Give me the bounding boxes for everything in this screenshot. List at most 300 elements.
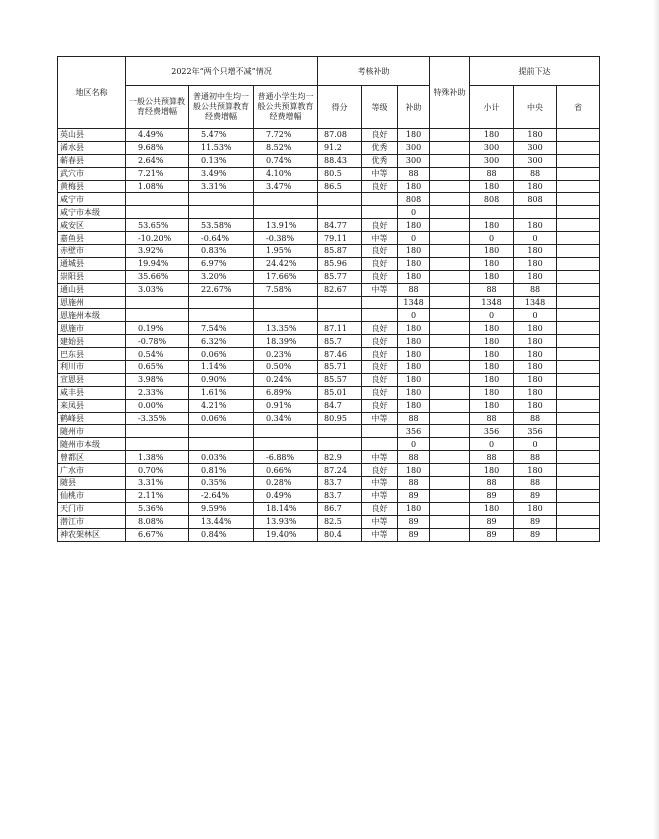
region-cell: 咸丰县 <box>58 386 126 399</box>
grade-cell <box>362 438 398 451</box>
central-cell: 808 <box>514 193 557 206</box>
score-cell: 80.4 <box>318 528 362 541</box>
score-cell: 80.95 <box>318 412 362 425</box>
primary-per-student-increase-cell: 0.74% <box>254 154 318 167</box>
table-row <box>58 206 600 219</box>
subsidy-cell: 88 <box>398 167 430 180</box>
general-budget-increase-cell: -3.35% <box>126 412 189 425</box>
grade-cell: 良好 <box>362 464 398 477</box>
central-cell: 180 <box>514 348 557 361</box>
general-budget-increase-cell: 1.38% <box>126 451 189 464</box>
table-row <box>58 219 600 232</box>
general-budget-increase-cell <box>126 206 189 219</box>
subsidy-cell: 180 <box>398 219 430 232</box>
province-cell <box>557 245 600 258</box>
score-cell <box>318 296 362 309</box>
region-cell: 神农架林区 <box>58 528 126 541</box>
general-budget-increase-cell: 3.03% <box>126 283 189 296</box>
subtotal-cell: 180 <box>470 502 514 515</box>
subsidy-cell: 88 <box>398 283 430 296</box>
general-budget-increase-cell: 3.31% <box>126 477 189 490</box>
special-subsidy-cell <box>430 270 470 283</box>
province-cell <box>557 270 600 283</box>
junior-per-student-increase-cell: 3.31% <box>189 180 254 193</box>
primary-per-student-increase-cell <box>254 438 318 451</box>
special-subsidy-cell <box>430 245 470 258</box>
general-budget-increase-cell: 7.21% <box>126 167 189 180</box>
special-subsidy-cell <box>430 167 470 180</box>
general-budget-increase-cell <box>126 193 189 206</box>
region-cell: 嘉鱼县 <box>58 232 126 245</box>
primary-per-student-increase-cell: 3.47% <box>254 180 318 193</box>
province-cell <box>557 451 600 464</box>
general-budget-increase-cell: 0.00% <box>126 399 189 412</box>
primary-per-student-increase-cell: 0.49% <box>254 489 318 502</box>
special-subsidy-cell <box>430 477 470 490</box>
table-row <box>58 477 600 490</box>
subsidy-cell: 180 <box>398 361 430 374</box>
subtotal-cell: 356 <box>470 425 514 438</box>
table-row <box>58 296 600 309</box>
special-subsidy-cell <box>430 296 470 309</box>
subtotal-cell: 89 <box>470 515 514 528</box>
primary-per-student-increase-cell: 0.28% <box>254 477 318 490</box>
special-subsidy-cell <box>430 386 470 399</box>
special-subsidy-cell <box>430 425 470 438</box>
special-subsidy-cell <box>430 373 470 386</box>
subsidy-cell: 0 <box>398 206 430 219</box>
subsidy-cell: 180 <box>398 399 430 412</box>
central-cell: 356 <box>514 425 557 438</box>
province-cell <box>557 399 600 412</box>
grade-cell: 中等 <box>362 412 398 425</box>
region-cell: 通山县 <box>58 283 126 296</box>
subtotal-cell: 180 <box>470 335 514 348</box>
primary-per-student-increase-cell: 1.95% <box>254 245 318 258</box>
table-row <box>58 245 600 258</box>
general-budget-increase-cell: 1.08% <box>126 180 189 193</box>
table-row <box>58 154 600 167</box>
special-subsidy-cell <box>430 141 470 154</box>
table-row <box>58 270 600 283</box>
grade-cell: 良好 <box>362 245 398 258</box>
primary-per-student-increase-cell: 0.23% <box>254 348 318 361</box>
region-cell: 恩施州本级 <box>58 309 126 322</box>
general-budget-increase-cell: 8.08% <box>126 515 189 528</box>
general-budget-increase-cell: 4.49% <box>126 129 189 142</box>
header-province: 省 <box>557 86 600 129</box>
table-row <box>58 528 600 541</box>
subsidy-cell: 180 <box>398 502 430 515</box>
subtotal-cell: 180 <box>470 386 514 399</box>
grade-cell: 良好 <box>362 257 398 270</box>
grade-cell: 良好 <box>362 361 398 374</box>
province-cell <box>557 373 600 386</box>
general-budget-increase-cell: 0.65% <box>126 361 189 374</box>
subsidy-cell: 300 <box>398 154 430 167</box>
junior-per-student-increase-cell: 3.20% <box>189 270 254 283</box>
primary-per-student-increase-cell: 0.50% <box>254 361 318 374</box>
junior-per-student-increase-cell: 0.35% <box>189 477 254 490</box>
region-cell: 恩施州 <box>58 296 126 309</box>
subtotal-cell: 180 <box>470 219 514 232</box>
subsidy-cell: 88 <box>398 477 430 490</box>
primary-per-student-increase-cell: 24.42% <box>254 257 318 270</box>
table-row <box>58 193 600 206</box>
general-budget-increase-cell: -10.20% <box>126 232 189 245</box>
central-cell: 89 <box>514 515 557 528</box>
province-cell <box>557 193 600 206</box>
subsidy-cell: 180 <box>398 373 430 386</box>
junior-per-student-increase-cell: 0.84% <box>189 528 254 541</box>
subtotal-cell: 180 <box>470 129 514 142</box>
subsidy-cell: 180 <box>398 335 430 348</box>
header-region: 地区名称 <box>58 57 126 129</box>
primary-per-student-increase-cell: 7.58% <box>254 283 318 296</box>
region-cell: 随县 <box>58 477 126 490</box>
special-subsidy-cell <box>430 515 470 528</box>
table-row <box>58 283 600 296</box>
junior-per-student-increase-cell <box>189 438 254 451</box>
table-row <box>58 167 600 180</box>
region-cell: 仙桃市 <box>58 489 126 502</box>
region-cell: 曾都区 <box>58 451 126 464</box>
central-cell: 89 <box>514 489 557 502</box>
junior-per-student-increase-cell: 22.67% <box>189 283 254 296</box>
subsidy-cell: 1348 <box>398 296 430 309</box>
region-cell: 崇阳县 <box>58 270 126 283</box>
general-budget-increase-cell: 53.65% <box>126 219 189 232</box>
special-subsidy-cell <box>430 502 470 515</box>
primary-per-student-increase-cell: -6.88% <box>254 451 318 464</box>
province-cell <box>557 129 600 142</box>
subtotal-cell: 180 <box>470 245 514 258</box>
province-cell <box>557 464 600 477</box>
region-cell: 广水市 <box>58 464 126 477</box>
central-cell <box>514 206 557 219</box>
central-cell: 180 <box>514 373 557 386</box>
score-cell: 82.9 <box>318 451 362 464</box>
junior-per-student-increase-cell: -0.64% <box>189 232 254 245</box>
junior-per-student-increase-cell <box>189 206 254 219</box>
central-cell: 180 <box>514 219 557 232</box>
province-cell <box>557 528 600 541</box>
region-cell: 恩施市 <box>58 322 126 335</box>
score-cell: 86.5 <box>318 180 362 193</box>
subtotal-cell <box>470 206 514 219</box>
subtotal-cell: 0 <box>470 309 514 322</box>
special-subsidy-cell <box>430 219 470 232</box>
central-cell: 0 <box>514 232 557 245</box>
subtotal-cell: 88 <box>470 167 514 180</box>
grade-cell: 优秀 <box>362 154 398 167</box>
grade-cell: 良好 <box>362 322 398 335</box>
central-cell: 180 <box>514 464 557 477</box>
subtotal-cell: 1348 <box>470 296 514 309</box>
subsidy-cell: 88 <box>398 451 430 464</box>
grade-cell: 良好 <box>362 219 398 232</box>
general-budget-increase-cell: 2.11% <box>126 489 189 502</box>
region-cell: 浠水县 <box>58 141 126 154</box>
grade-cell: 良好 <box>362 180 398 193</box>
score-cell: 86.7 <box>318 502 362 515</box>
junior-per-student-increase-cell: 53.58% <box>189 219 254 232</box>
subsidy-cell: 89 <box>398 515 430 528</box>
region-cell: 通城县 <box>58 257 126 270</box>
header-junior-per-student-increase: 普通初中生均一般公共预算教育经费增幅 <box>189 86 254 129</box>
primary-per-student-increase-cell: 18.39% <box>254 335 318 348</box>
province-cell <box>557 489 600 502</box>
score-cell: 80.5 <box>318 167 362 180</box>
junior-per-student-increase-cell <box>189 309 254 322</box>
junior-per-student-increase-cell <box>189 425 254 438</box>
score-cell: 91.2 <box>318 141 362 154</box>
special-subsidy-cell <box>430 335 470 348</box>
score-cell: 87.24 <box>318 464 362 477</box>
province-cell <box>557 515 600 528</box>
score-cell: 82.5 <box>318 515 362 528</box>
table-body <box>58 129 600 542</box>
grade-cell <box>362 193 398 206</box>
region-cell: 咸宁市本级 <box>58 206 126 219</box>
general-budget-increase-cell: 3.98% <box>126 373 189 386</box>
central-cell: 88 <box>514 477 557 490</box>
central-cell: 89 <box>514 528 557 541</box>
primary-per-student-increase-cell: 13.35% <box>254 322 318 335</box>
general-budget-increase-cell: -0.78% <box>126 335 189 348</box>
grade-cell: 良好 <box>362 373 398 386</box>
subsidy-cell: 180 <box>398 129 430 142</box>
province-cell <box>557 283 600 296</box>
region-cell: 随州市 <box>58 425 126 438</box>
junior-per-student-increase-cell: 0.06% <box>189 412 254 425</box>
grade-cell: 良好 <box>362 129 398 142</box>
score-cell <box>318 193 362 206</box>
general-budget-increase-cell: 2.33% <box>126 386 189 399</box>
score-cell <box>318 206 362 219</box>
subtotal-cell: 88 <box>470 412 514 425</box>
grade-cell: 良好 <box>362 335 398 348</box>
subtotal-cell: 180 <box>470 180 514 193</box>
primary-per-student-increase-cell: 8.52% <box>254 141 318 154</box>
region-cell: 英山县 <box>58 129 126 142</box>
score-cell: 85.71 <box>318 361 362 374</box>
central-cell: 180 <box>514 257 557 270</box>
subtotal-cell: 180 <box>470 322 514 335</box>
province-cell <box>557 257 600 270</box>
table-row <box>58 141 600 154</box>
special-subsidy-cell <box>430 206 470 219</box>
subtotal-cell: 300 <box>470 141 514 154</box>
score-cell: 79.11 <box>318 232 362 245</box>
special-subsidy-cell <box>430 489 470 502</box>
subtotal-cell: 180 <box>470 348 514 361</box>
header-group-increase: 2022年“两个只增不减”情况 <box>126 57 318 86</box>
province-cell <box>557 141 600 154</box>
primary-per-student-increase-cell: 0.34% <box>254 412 318 425</box>
header-general-budget-increase: 一般公共预算教育经费增幅 <box>126 86 189 129</box>
junior-per-student-increase-cell: 4.21% <box>189 399 254 412</box>
score-cell: 82.67 <box>318 283 362 296</box>
subsidy-table <box>57 56 600 542</box>
table-row <box>58 386 600 399</box>
grade-cell: 良好 <box>362 386 398 399</box>
subtotal-cell: 180 <box>470 373 514 386</box>
header-group-advance: 提前下达 <box>470 57 600 86</box>
score-cell: 88.43 <box>318 154 362 167</box>
score-cell: 85.7 <box>318 335 362 348</box>
province-cell <box>557 154 600 167</box>
table-row <box>58 502 600 515</box>
score-cell: 85.57 <box>318 373 362 386</box>
subsidy-cell: 180 <box>398 386 430 399</box>
grade-cell: 良好 <box>362 502 398 515</box>
province-cell <box>557 180 600 193</box>
grade-cell: 中等 <box>362 477 398 490</box>
province-cell <box>557 477 600 490</box>
province-cell <box>557 206 600 219</box>
header-central: 中央 <box>514 86 557 129</box>
region-cell: 天门市 <box>58 502 126 515</box>
primary-per-student-increase-cell: 19.40% <box>254 528 318 541</box>
region-cell: 来凤县 <box>58 399 126 412</box>
central-cell: 180 <box>514 361 557 374</box>
special-subsidy-cell <box>430 129 470 142</box>
subsidy-cell: 180 <box>398 348 430 361</box>
general-budget-increase-cell: 9.68% <box>126 141 189 154</box>
subtotal-cell: 88 <box>470 451 514 464</box>
junior-per-student-increase-cell: 7.54% <box>189 322 254 335</box>
header-grade: 等级 <box>362 86 398 129</box>
primary-per-student-increase-cell: 18.14% <box>254 502 318 515</box>
province-cell <box>557 219 600 232</box>
grade-cell: 良好 <box>362 270 398 283</box>
junior-per-student-increase-cell: 13.44% <box>189 515 254 528</box>
junior-per-student-increase-cell: 6.32% <box>189 335 254 348</box>
central-cell: 180 <box>514 386 557 399</box>
subtotal-cell: 180 <box>470 464 514 477</box>
province-cell <box>557 309 600 322</box>
region-cell: 潜江市 <box>58 515 126 528</box>
central-cell: 88 <box>514 167 557 180</box>
general-budget-increase-cell: 35.66% <box>126 270 189 283</box>
special-subsidy-cell <box>430 257 470 270</box>
primary-per-student-increase-cell: 7.72% <box>254 129 318 142</box>
table-row <box>58 180 600 193</box>
score-cell: 87.11 <box>318 322 362 335</box>
general-budget-increase-cell: 5.36% <box>126 502 189 515</box>
score-cell: 83.7 <box>318 477 362 490</box>
subtotal-cell: 88 <box>470 283 514 296</box>
grade-cell: 中等 <box>362 283 398 296</box>
header-special-subsidy: 特殊补助 <box>430 57 470 129</box>
junior-per-student-increase-cell: 0.03% <box>189 451 254 464</box>
table-row <box>58 309 600 322</box>
general-budget-increase-cell <box>126 309 189 322</box>
subtotal-cell: 0 <box>470 438 514 451</box>
central-cell: 88 <box>514 451 557 464</box>
central-cell: 1348 <box>514 296 557 309</box>
region-cell: 黄梅县 <box>58 180 126 193</box>
province-cell <box>557 322 600 335</box>
region-cell: 武穴市 <box>58 167 126 180</box>
table-row <box>58 412 600 425</box>
special-subsidy-cell <box>430 283 470 296</box>
region-cell: 鹤峰县 <box>58 412 126 425</box>
province-cell <box>557 425 600 438</box>
score-cell: 84.7 <box>318 399 362 412</box>
primary-per-student-increase-cell: 6.89% <box>254 386 318 399</box>
table-row <box>58 438 600 451</box>
general-budget-increase-cell: 6.67% <box>126 528 189 541</box>
junior-per-student-increase-cell: 5.47% <box>189 129 254 142</box>
special-subsidy-cell <box>430 193 470 206</box>
grade-cell <box>362 296 398 309</box>
central-cell: 180 <box>514 322 557 335</box>
header-score: 得分 <box>318 86 362 129</box>
grade-cell: 中等 <box>362 232 398 245</box>
subsidy-cell: 0 <box>398 438 430 451</box>
subsidy-cell: 300 <box>398 141 430 154</box>
subtotal-cell: 88 <box>470 477 514 490</box>
central-cell: 300 <box>514 141 557 154</box>
table-row <box>58 348 600 361</box>
special-subsidy-cell <box>430 528 470 541</box>
central-cell: 88 <box>514 283 557 296</box>
score-cell: 83.7 <box>318 489 362 502</box>
subsidy-cell: 180 <box>398 464 430 477</box>
special-subsidy-cell <box>430 361 470 374</box>
province-cell <box>557 386 600 399</box>
region-cell: 蕲春县 <box>58 154 126 167</box>
region-cell: 建始县 <box>58 335 126 348</box>
primary-per-student-increase-cell: 4.10% <box>254 167 318 180</box>
subsidy-cell: 180 <box>398 257 430 270</box>
central-cell: 180 <box>514 245 557 258</box>
junior-per-student-increase-cell: 0.83% <box>189 245 254 258</box>
subsidy-table-sheet <box>57 56 599 542</box>
province-cell <box>557 412 600 425</box>
region-cell: 巴东县 <box>58 348 126 361</box>
general-budget-increase-cell <box>126 438 189 451</box>
special-subsidy-cell <box>430 232 470 245</box>
score-cell: 85.77 <box>318 270 362 283</box>
primary-per-student-increase-cell: 0.91% <box>254 399 318 412</box>
grade-cell: 中等 <box>362 451 398 464</box>
subtotal-cell: 808 <box>470 193 514 206</box>
junior-per-student-increase-cell: 9.59% <box>189 502 254 515</box>
score-cell <box>318 438 362 451</box>
grade-cell <box>362 206 398 219</box>
subtotal-cell: 0 <box>470 232 514 245</box>
header-subsidy: 补助 <box>398 86 430 129</box>
province-cell <box>557 361 600 374</box>
table-row <box>58 399 600 412</box>
special-subsidy-cell <box>430 348 470 361</box>
junior-per-student-increase-cell: -2.64% <box>189 489 254 502</box>
general-budget-increase-cell: 0.54% <box>126 348 189 361</box>
table-row <box>58 425 600 438</box>
province-cell <box>557 502 600 515</box>
general-budget-increase-cell: 2.64% <box>126 154 189 167</box>
junior-per-student-increase-cell: 0.90% <box>189 373 254 386</box>
special-subsidy-cell <box>430 154 470 167</box>
province-cell <box>557 232 600 245</box>
general-budget-increase-cell: 0.19% <box>126 322 189 335</box>
primary-per-student-increase-cell <box>254 309 318 322</box>
junior-per-student-increase-cell: 1.61% <box>189 386 254 399</box>
page-edge-shadow <box>653 0 659 839</box>
